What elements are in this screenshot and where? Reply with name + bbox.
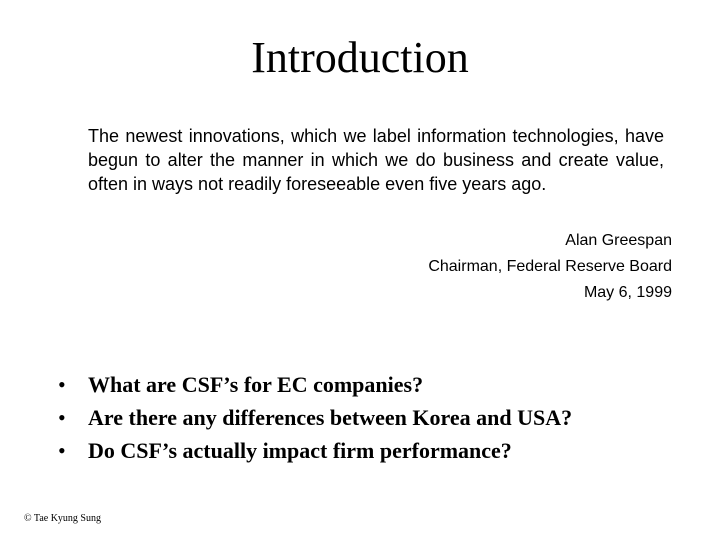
- list-item: [58, 434, 698, 467]
- list-item: [58, 401, 698, 434]
- slide-title: Introduction: [251, 33, 469, 82]
- list-item-text: Are there any differences between Korea and USA?: [88, 405, 573, 430]
- quote-author: Alan Greespan: [565, 232, 672, 249]
- quote-attribution: [272, 228, 672, 306]
- copyright-footer: © Tae Kyung Sung: [24, 513, 101, 524]
- bullet-marker: •: [58, 372, 66, 397]
- bullet-marker: •: [58, 438, 66, 463]
- question-list: [58, 368, 698, 467]
- quote-author-role: Chairman, Federal Reserve Board: [428, 258, 672, 275]
- list-item: [58, 368, 698, 401]
- quote-text: The newest innovations, which we label information technologies, have begun to alter the manner in which we do business and create value, often in ways not readily foreseeable even five years ago.: [88, 126, 664, 194]
- quote-date: May 6, 1999: [583, 284, 672, 301]
- list-item-text: Do CSF’s actually impact firm performance?: [88, 438, 512, 463]
- list-item-text: What are CSF’s for EC companies?: [88, 372, 424, 397]
- bullet-marker: •: [58, 405, 66, 430]
